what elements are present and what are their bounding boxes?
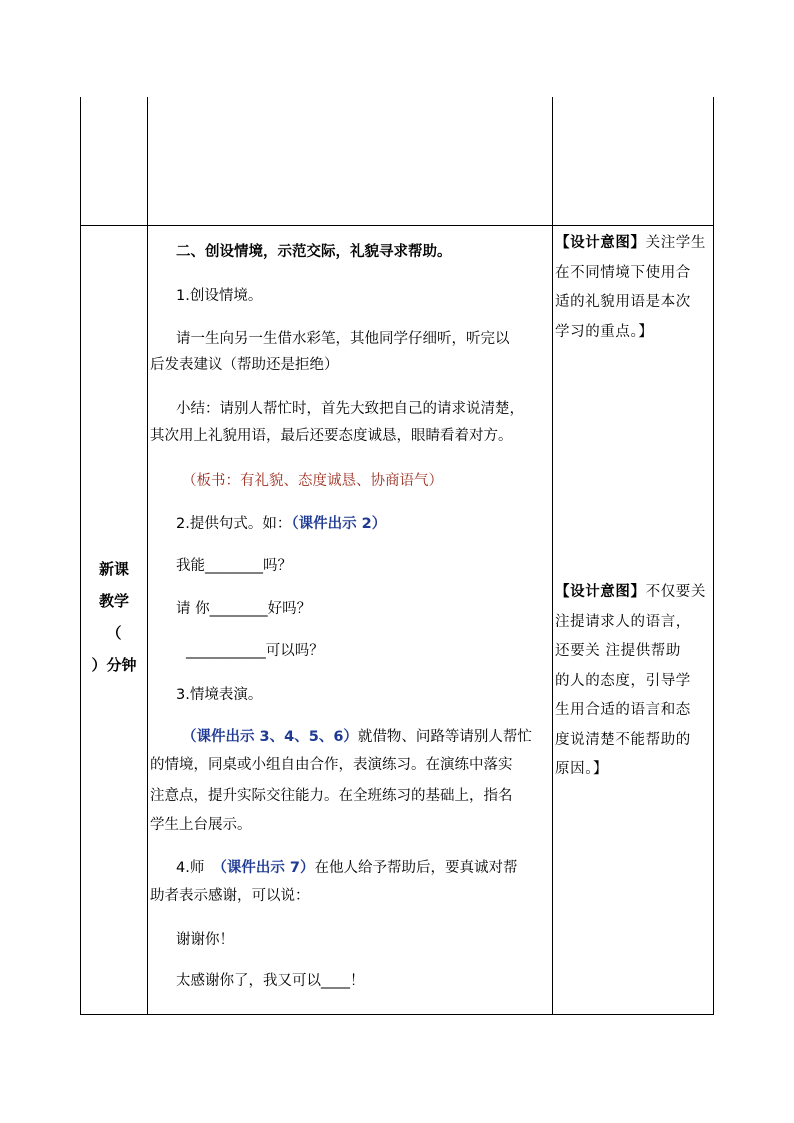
paragraph-line bbox=[176, 858, 517, 878]
design-intent-note-2 bbox=[555, 578, 713, 785]
step-2-line bbox=[176, 514, 386, 534]
thanks-phrase-2: 太感谢你了，我又可以____！ bbox=[176, 973, 365, 989]
paragraph-line: 小结：请别人帮忙时，首先大致把自己的请求说清楚， bbox=[176, 401, 524, 417]
table-row-divider bbox=[80, 225, 714, 226]
paragraph-line: 后发表建议（帮助还是拒绝） bbox=[150, 357, 339, 373]
paragraph-line: 学生上台展示。 bbox=[150, 817, 252, 833]
table-column-divider-1 bbox=[147, 97, 148, 1015]
step-3-title: 3.情境表演。 bbox=[176, 687, 263, 703]
board-note: （板书：有礼貌、态度诚恳、协商语气） bbox=[182, 473, 443, 489]
step-2-title: 2.提供句式。如： bbox=[176, 516, 292, 532]
table-left-border bbox=[80, 97, 81, 1015]
note-line: 【设计意图】关注学生 bbox=[555, 235, 707, 251]
note-line: 度说清楚不能帮助的 bbox=[555, 731, 691, 748]
note-line: 学习的重点。】 bbox=[555, 323, 654, 340]
row-label-line-2: 教学 bbox=[98, 592, 129, 610]
note-line: 注提请求人的语言， bbox=[555, 613, 691, 630]
sentence-pattern-3: ___________可以吗？ bbox=[186, 643, 324, 659]
design-intent-note-1 bbox=[555, 229, 713, 347]
row-label bbox=[82, 553, 146, 681]
courseware-tag: （课件出示 7） bbox=[212, 860, 315, 876]
note-line: 原因。】 bbox=[555, 761, 609, 777]
note-line: 在不同情境下使用合 bbox=[555, 264, 691, 281]
note-label: 【设计意图】 bbox=[555, 584, 646, 600]
note-line: 适的礼貌用语是本次 bbox=[555, 294, 691, 310]
paragraph-line: 的情境，同桌或小组自由合作，表演练习。在演练中落实 bbox=[150, 757, 513, 773]
paragraph-line: 助者表示感谢，可以说： bbox=[150, 888, 310, 904]
paragraph-line: 注意点，提升实际交往能力。在全班练习的基础上，指名 bbox=[150, 788, 513, 804]
section-heading: 二、创设情境，示范交际，礼貌寻求帮助。 bbox=[176, 244, 452, 260]
thanks-phrase-1: 谢谢你！ bbox=[176, 932, 234, 948]
courseware-tag: （课件出示 3、4、5、6） bbox=[182, 729, 358, 745]
note-line: 还要关 注提供帮助 bbox=[555, 643, 682, 659]
table-bottom-border bbox=[80, 1014, 714, 1015]
paragraph-line bbox=[182, 727, 532, 747]
step-4-prefix: 4.师 bbox=[176, 860, 205, 876]
paragraph-line: 其次用上礼貌用语，最后还要态度诚恳，眼睛看着对方。 bbox=[150, 428, 513, 444]
sentence-pattern-1: 我能________吗？ bbox=[176, 558, 292, 574]
note-label: 【设计意图】 bbox=[555, 235, 646, 251]
table-right-border bbox=[713, 97, 714, 1015]
note-line: 【设计意图】不仅要关 bbox=[555, 584, 707, 600]
courseware-tag: （课件出示 2） bbox=[291, 516, 387, 532]
paragraph-text: 就借物、问路等请别人帮忙 bbox=[357, 729, 532, 745]
note-line: 生用合适的语言和态 bbox=[555, 702, 691, 718]
row-label-line-1: 新课 bbox=[98, 560, 129, 578]
note-line: 的人的态度，引导学 bbox=[555, 672, 691, 689]
row-label-line-3: （ bbox=[106, 624, 122, 642]
step-1-title: 1.创设情境。 bbox=[176, 288, 263, 304]
paragraph-line: 请一生向另一生借水彩笔，其他同学仔细听，听完以 bbox=[176, 331, 510, 347]
table-column-divider-2 bbox=[552, 97, 553, 1015]
row-label-line-4: ）分钟 bbox=[91, 656, 137, 674]
paragraph-text: 在他人给予帮助后，要真诚对帮 bbox=[314, 860, 518, 876]
sentence-pattern-2: 请 你________好吗？ bbox=[176, 601, 312, 617]
